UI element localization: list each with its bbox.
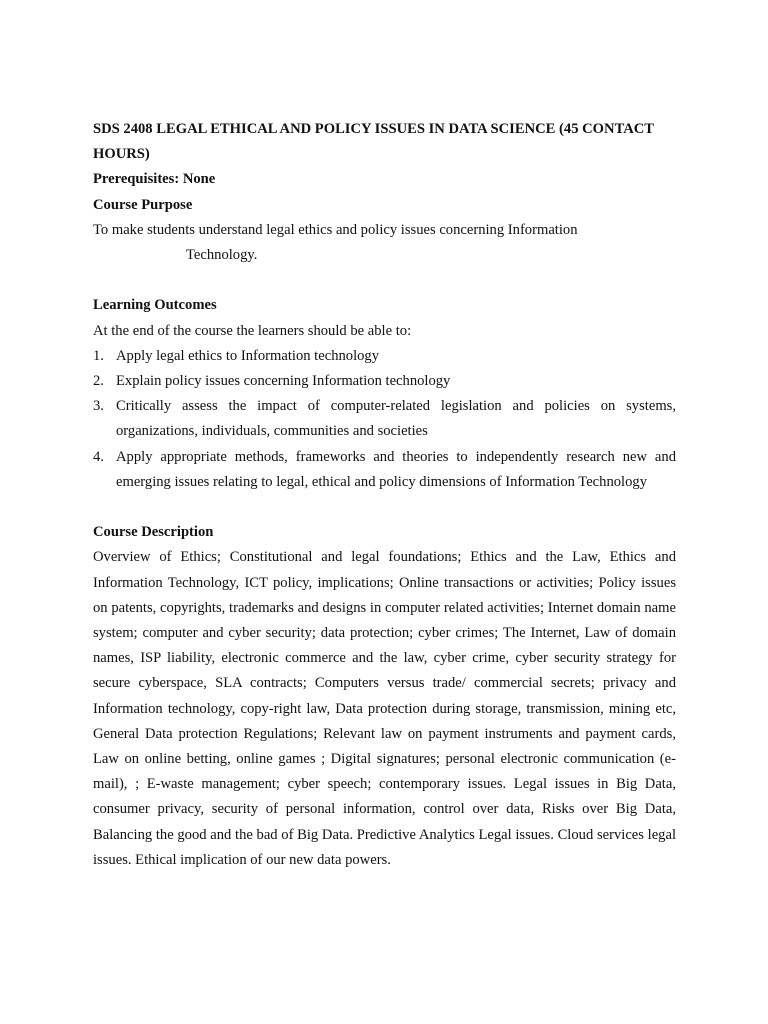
course-description-body: Overview of Ethics; Constitutional and legal foundations; Ethics and the Law, Ethics and Information Technology, ICT policy, implications; Online transactions or activities; Policy issues on patents, copyrights, trademarks and designs in computer related activities; Internet domain name system; computer and cyber security; data protection; cyber crimes; The Internet, Law of domain names, ISP liability, electronic commerce and the law, cyber crime, cyber security strategy for secure cyberspace, SLA contracts; Computers versus trade/ commercial secrets; privacy and Information technology, copy-right law, Data protection during storage, transmission, mining etc, General Data protection Regulations; Relevant law on payment instruments and payment cards, Law on online betting, online games ; Digital signatures; personal electronic communication (e- mail), ; E-waste management; cyber speech; contemporary issues. Legal issues in Big Data, consumer privacy, security of personal information, control over data, Risks over Big Data, Balancing the good and the bad of Big Data. Predictive Analytics Legal issues. Cloud services legal issues. Ethical implication of our new data powers. [93, 549, 676, 868]
list-item [93, 445, 676, 495]
list-item-text: Apply appropriate methods, frameworks and theories to independently research new and emerging issues relating to legal, ethical and policy dimensions of Information Technology [116, 448, 676, 490]
course-purpose-line-2: Technology. [186, 247, 258, 264]
list-item-text: Apply legal ethics to Information technology [116, 347, 380, 364]
list-item-number: 1. [93, 347, 104, 364]
document-page [93, 117, 676, 873]
list-item [93, 344, 676, 369]
list-item-number: 4. [93, 448, 104, 465]
learning-outcomes-list [93, 344, 676, 495]
list-item [93, 394, 676, 444]
learning-outcomes-intro: At the end of the course the learners should be able to: [93, 322, 412, 339]
prerequisites: Prerequisites: None [93, 171, 216, 188]
list-item-text: Critically assess the impact of computer-related legislation and policies on systems, organizations, individuals, communities and societies [116, 398, 676, 440]
course-title: SDS 2408 LEGAL ETHICAL AND POLICY ISSUES IN DATA SCIENCE (45 CONTACT HOURS) [93, 121, 654, 163]
spacer [93, 268, 676, 293]
course-purpose-line-1: To make students understand legal ethics and policy issues concerning Information [93, 221, 578, 238]
list-item-text: Explain policy issues concerning Information technology [116, 373, 451, 390]
list-item-number: 3. [93, 398, 104, 415]
course-purpose-heading: Course Purpose [93, 196, 193, 213]
list-item-number: 2. [93, 373, 104, 390]
list-item [93, 369, 676, 394]
learning-outcomes-heading: Learning Outcomes [93, 297, 217, 314]
course-description-heading: Course Description [93, 524, 214, 541]
spacer [93, 495, 676, 520]
